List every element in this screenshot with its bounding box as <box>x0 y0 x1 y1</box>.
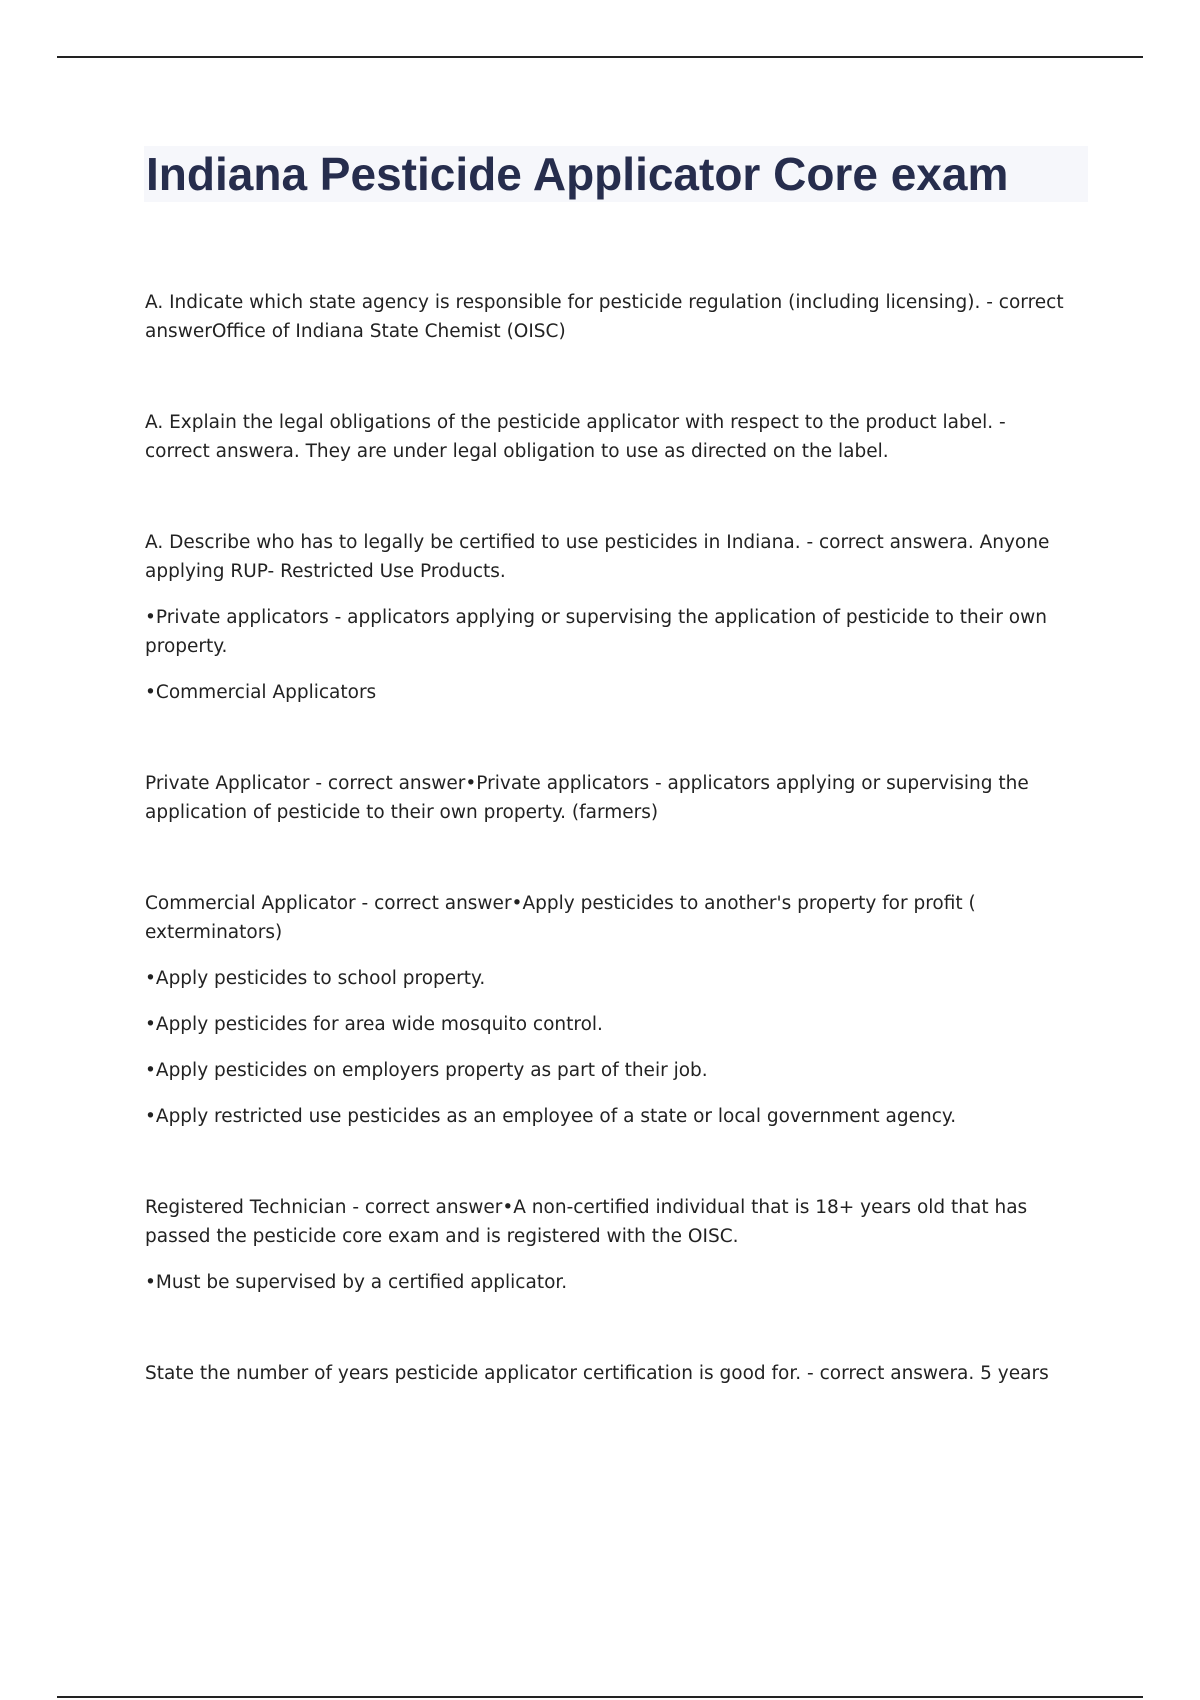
qa-text: Registered Technician - correct answer•A non-certified individual that is 18+ years old that has passed the pesticide core exam and is registered with the OISC. <box>145 1197 1028 1247</box>
qa-bullet: •Apply pesticides for area wide mosquito control. <box>145 1014 603 1035</box>
document-body <box>145 288 1075 1450</box>
qa-text: A. Explain the legal obligations of the pesticide applicator with respect to the product label. - correct answera. They are under legal obligation to use as directed on the label. <box>145 412 1006 462</box>
qa-item <box>145 408 1075 466</box>
qa-item <box>145 1359 1075 1388</box>
qa-bullet: •Commercial Applicators <box>145 682 377 703</box>
qa-bullet: •Private applicators - applicators applying or supervising the application of pesticide to their own property. <box>145 607 1047 657</box>
qa-bullet: •Apply pesticides to school property. <box>145 968 486 989</box>
qa-text: State the number of years pesticide applicator certification is good for. - correct answera. 5 years <box>145 1363 1049 1384</box>
qa-item <box>145 1193 1075 1297</box>
qa-text: Private Applicator - correct answer•Private applicators - applicators applying or supervising the application of pesticide to their own property. (farmers) <box>145 773 1029 823</box>
qa-bullet: •Apply restricted use pesticides as an employee of a state or local government agency. <box>145 1106 957 1127</box>
qa-item <box>145 769 1075 827</box>
qa-bullet: •Apply pesticides on employers property as part of their job. <box>145 1060 708 1081</box>
qa-bullet: •Must be supervised by a certified applicator. <box>145 1272 568 1293</box>
document-title: Indiana Pesticide Applicator Core exam <box>146 148 1009 200</box>
qa-item <box>145 528 1075 707</box>
title-banner <box>144 146 1088 202</box>
qa-item <box>145 889 1075 1131</box>
qa-text: A. Indicate which state agency is responsible for pesticide regulation (including licensing). - correct answerOffice of Indiana State Chemist (OISC) <box>145 292 1064 342</box>
bottom-rule <box>57 1696 1143 1698</box>
top-rule <box>57 56 1143 58</box>
qa-item <box>145 288 1075 346</box>
qa-text: Commercial Applicator - correct answer•Apply pesticides to another's property for profit ( exterminators) <box>145 893 976 943</box>
qa-text: A. Describe who has to legally be certified to use pesticides in Indiana. - correct answera. Anyone applying RUP- Restricted Use Products. <box>145 532 1050 582</box>
